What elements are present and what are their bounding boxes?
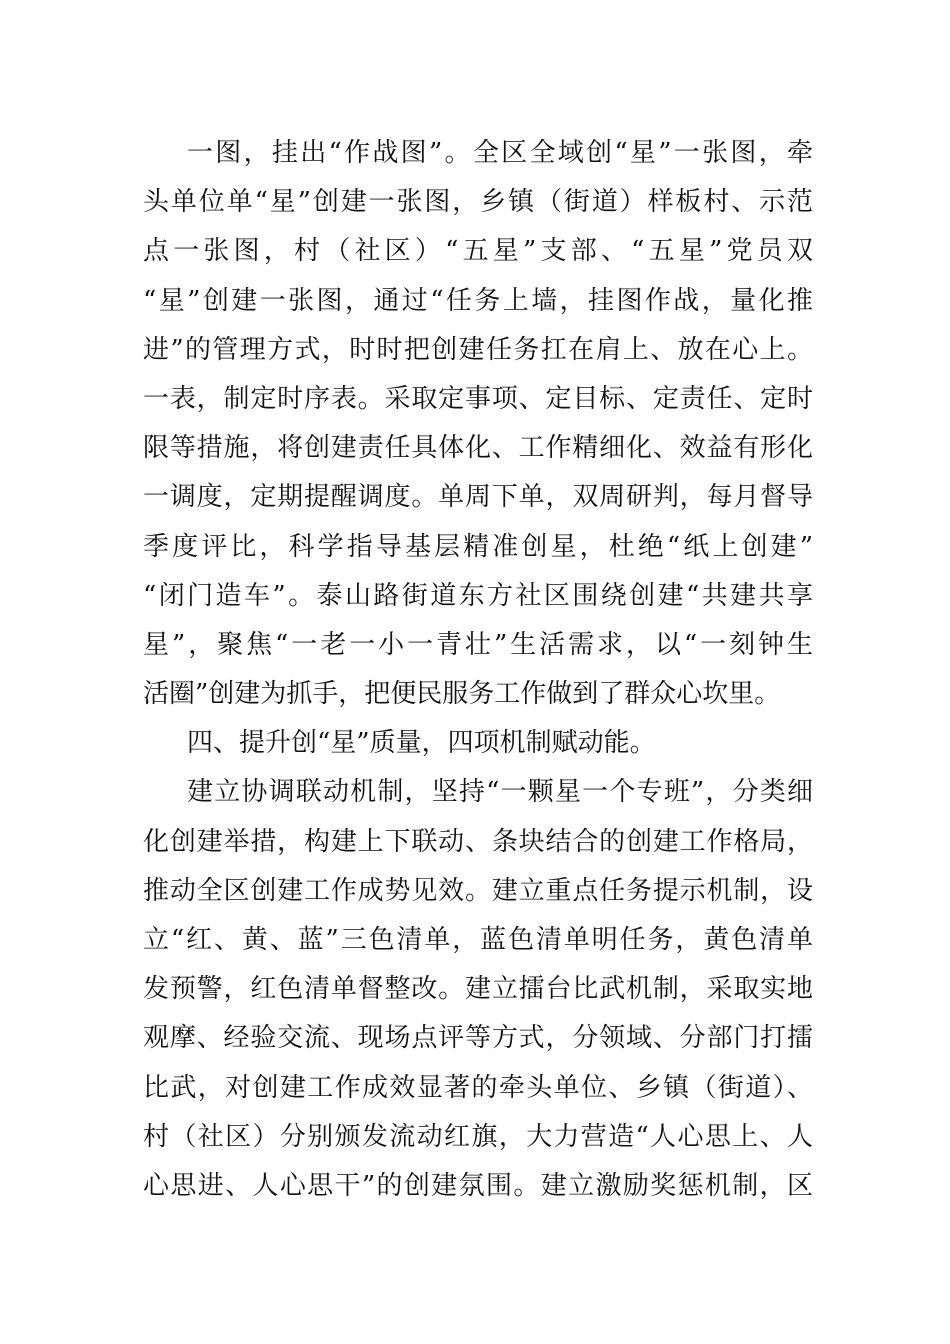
text-line: 季度评比，科学指导基层精准创星，杜绝“纸上创建” — [143, 531, 813, 562]
section-heading: 四、提升创“星”质量，四项机制赋动能。 — [187, 728, 656, 759]
text-line: “闭门造车”。泰山路街道东方社区围绕创建“共建共享 — [143, 580, 813, 611]
text-line: 立“红、黄、蓝”三色清单，蓝色清单明任务，黄色清单 — [143, 925, 813, 955]
text-line: 限等措施，将创建责任具体化、工作精细化、效益有形化 — [143, 433, 813, 464]
text-line: 比武，对创建工作成效显著的牵头单位、乡镇（街道）、 — [143, 1072, 813, 1103]
text-line: 发预警，红色清单督整改。建立擂台比武机制，采取实地 — [143, 974, 813, 1005]
text-line: “星”创建一张图，通过“任务上墙，挂图作战，量化推 — [143, 285, 813, 316]
text-line: 活圈”创建为抓手，把便民服务工作做到了群众心坎里。 — [143, 679, 781, 710]
text-line: 点一张图，村（社区）“五星”支部、“五星”党员双 — [143, 236, 813, 267]
text-line: 心思进、人心思干”的创建氛围。建立激励奖惩机制，区 — [143, 1170, 813, 1201]
text-line: 星”，聚焦“一老一小一青壮”生活需求，以“一刻钟生 — [143, 629, 813, 660]
text-line: 化创建举措，构建上下联动、条块结合的创建工作格局， — [143, 826, 813, 857]
text-line: 建立协调联动机制，坚持“一颗星一个专班”，分类细 — [187, 777, 813, 808]
text-line: 头单位单“星”创建一张图，乡镇（街道）样板村、示范 — [143, 187, 813, 218]
text-line: 观摩、经验交流、现场点评等方式，分领域、分部门打擂 — [143, 1023, 813, 1054]
text-line: 村（社区）分别颁发流动红旗，大力营造“人心思上、人 — [143, 1121, 813, 1152]
text-line: 一调度，定期提醒调度。单周下单，双周研判，每月督导 — [143, 482, 813, 513]
text-line: 推动全区创建工作成势见效。建立重点任务提示机制，设 — [143, 875, 813, 906]
text-line: 一图，挂出“作战图”。全区全域创“星”一张图，牵 — [187, 138, 813, 168]
text-line: 一表，制定时序表。采取定事项、定目标、定责任、定时 — [143, 383, 813, 414]
body-text — [143, 129, 813, 1211]
text-line: 进”的管理方式，时时把创建任务扛在肩上、放在心上。 — [143, 334, 813, 365]
